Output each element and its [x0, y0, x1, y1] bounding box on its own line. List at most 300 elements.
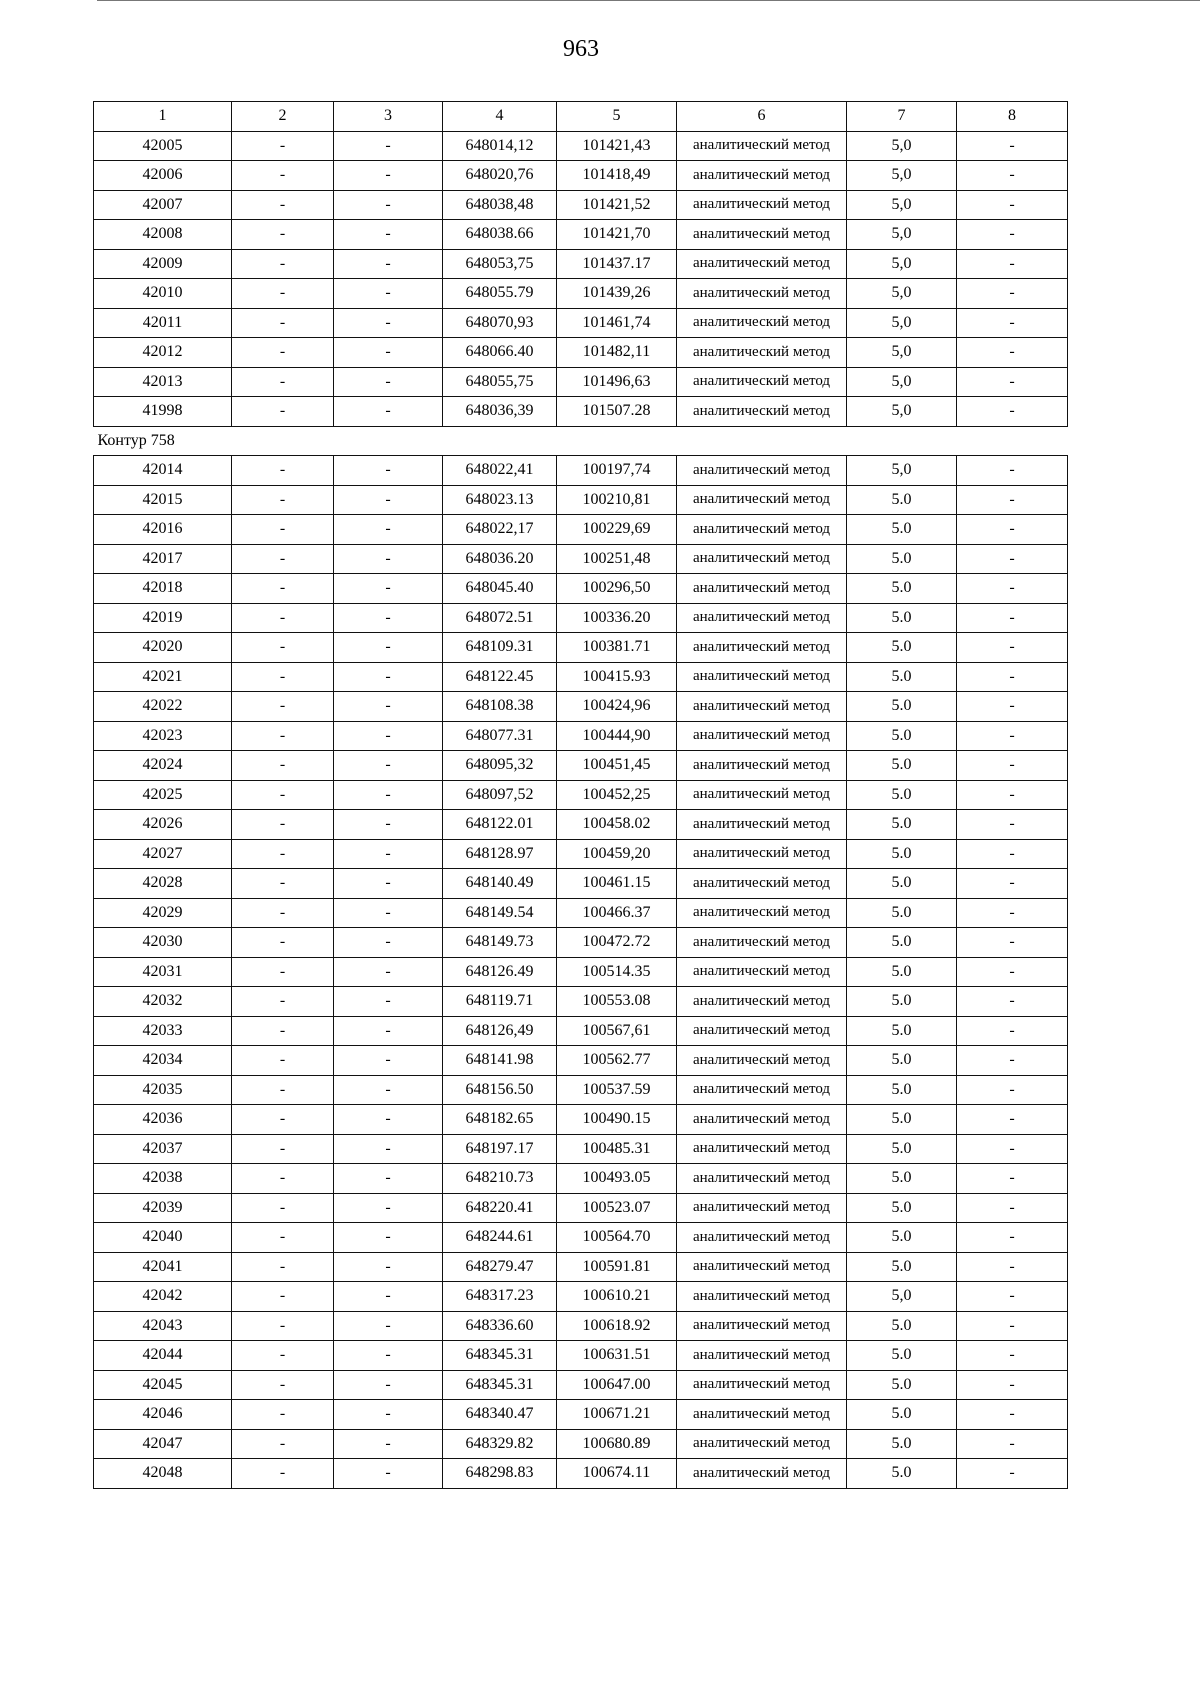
table-row [94, 308, 1068, 338]
x-coordinate-cell: 648036.20 [443, 544, 557, 574]
accuracy-cell: 5,0 [847, 220, 957, 250]
x-coordinate-cell: 648053,75 [443, 249, 557, 279]
col8-cell: - [957, 928, 1068, 958]
table-row [94, 1223, 1068, 1253]
col2-cell: - [232, 1459, 334, 1489]
col2-cell: - [232, 279, 334, 309]
method-cell: аналитический метод [677, 692, 847, 722]
x-coordinate-cell: 648038,48 [443, 190, 557, 220]
point-number-cell: 42044 [94, 1341, 232, 1371]
col2-cell: - [232, 397, 334, 427]
method-cell: аналитический метод [677, 1282, 847, 1312]
table-row [94, 1193, 1068, 1223]
method-cell: аналитический метод [677, 249, 847, 279]
col2-cell: - [232, 662, 334, 692]
accuracy-cell: 5.0 [847, 1075, 957, 1105]
table-row [94, 1252, 1068, 1282]
y-coordinate-cell: 100647.00 [557, 1370, 677, 1400]
col3-cell: - [334, 308, 443, 338]
y-coordinate-cell: 100514.35 [557, 957, 677, 987]
x-coordinate-cell: 648298.83 [443, 1459, 557, 1489]
col8-cell: - [957, 1016, 1068, 1046]
accuracy-cell: 5.0 [847, 1134, 957, 1164]
x-coordinate-cell: 648197.17 [443, 1134, 557, 1164]
point-number-cell: 41998 [94, 397, 232, 427]
table-row [94, 780, 1068, 810]
col3-cell: - [334, 1400, 443, 1430]
y-coordinate-cell: 100197,74 [557, 456, 677, 486]
x-coordinate-cell: 648345.31 [443, 1341, 557, 1371]
x-coordinate-cell: 648210.73 [443, 1164, 557, 1194]
table-row [94, 1429, 1068, 1459]
point-number-cell: 42038 [94, 1164, 232, 1194]
col2-cell: - [232, 1400, 334, 1430]
accuracy-cell: 5.0 [847, 633, 957, 663]
y-coordinate-cell: 100452,25 [557, 780, 677, 810]
col8-cell: - [957, 1400, 1068, 1430]
point-number-cell: 42010 [94, 279, 232, 309]
col3-cell: - [334, 721, 443, 751]
table-row [94, 131, 1068, 161]
col3-cell: - [334, 1311, 443, 1341]
col8-cell: - [957, 839, 1068, 869]
y-coordinate-cell: 101437.17 [557, 249, 677, 279]
table-row [94, 633, 1068, 663]
y-coordinate-cell: 100631.51 [557, 1341, 677, 1371]
col8-cell: - [957, 161, 1068, 191]
point-number-cell: 42024 [94, 751, 232, 781]
page-number: 963 [563, 36, 599, 62]
y-coordinate-cell: 100490.15 [557, 1105, 677, 1135]
column-header: 1 [94, 102, 232, 132]
col8-cell: - [957, 1282, 1068, 1312]
table-row [94, 721, 1068, 751]
x-coordinate-cell: 648220.41 [443, 1193, 557, 1223]
accuracy-cell: 5,0 [847, 308, 957, 338]
accuracy-cell: 5.0 [847, 1105, 957, 1135]
col8-cell: - [957, 869, 1068, 899]
col8-cell: - [957, 131, 1068, 161]
table-row [94, 603, 1068, 633]
y-coordinate-cell: 100553.08 [557, 987, 677, 1017]
point-number-cell: 42019 [94, 603, 232, 633]
col8-cell: - [957, 987, 1068, 1017]
method-cell: аналитический метод [677, 161, 847, 191]
x-coordinate-cell: 648119.71 [443, 987, 557, 1017]
point-number-cell: 42034 [94, 1046, 232, 1076]
accuracy-cell: 5,0 [847, 338, 957, 368]
y-coordinate-cell: 100210,81 [557, 485, 677, 515]
table-row [94, 161, 1068, 191]
col2-cell: - [232, 810, 334, 840]
x-coordinate-cell: 648329.82 [443, 1429, 557, 1459]
point-number-cell: 42032 [94, 987, 232, 1017]
accuracy-cell: 5.0 [847, 928, 957, 958]
method-cell: аналитический метод [677, 780, 847, 810]
y-coordinate-cell: 100466.37 [557, 898, 677, 928]
col3-cell: - [334, 515, 443, 545]
y-coordinate-cell: 101496,63 [557, 367, 677, 397]
table-header-row [94, 102, 1068, 132]
col2-cell: - [232, 692, 334, 722]
col3-cell: - [334, 1429, 443, 1459]
col3-cell: - [334, 662, 443, 692]
point-number-cell: 42014 [94, 456, 232, 486]
column-header: 5 [557, 102, 677, 132]
method-cell: аналитический метод [677, 987, 847, 1017]
x-coordinate-cell: 648141.98 [443, 1046, 557, 1076]
col3-cell: - [334, 1370, 443, 1400]
accuracy-cell: 5,0 [847, 279, 957, 309]
col8-cell: - [957, 898, 1068, 928]
col2-cell: - [232, 574, 334, 604]
point-number-cell: 42045 [94, 1370, 232, 1400]
col3-cell: - [334, 574, 443, 604]
method-cell: аналитический метод [677, 1134, 847, 1164]
accuracy-cell: 5.0 [847, 1046, 957, 1076]
y-coordinate-cell: 100567,61 [557, 1016, 677, 1046]
accuracy-cell: 5,0 [847, 190, 957, 220]
point-number-cell: 42033 [94, 1016, 232, 1046]
col8-cell: - [957, 249, 1068, 279]
col3-cell: - [334, 1016, 443, 1046]
accuracy-cell: 5.0 [847, 721, 957, 751]
accuracy-cell: 5,0 [847, 1282, 957, 1312]
x-coordinate-cell: 648140.49 [443, 869, 557, 899]
x-coordinate-cell: 648020,76 [443, 161, 557, 191]
accuracy-cell: 5.0 [847, 1223, 957, 1253]
col8-cell: - [957, 662, 1068, 692]
table-row [94, 869, 1068, 899]
table-row [94, 367, 1068, 397]
point-number-cell: 42026 [94, 810, 232, 840]
col3-cell: - [334, 869, 443, 899]
x-coordinate-cell: 648070,93 [443, 308, 557, 338]
y-coordinate-cell: 101461,74 [557, 308, 677, 338]
col3-cell: - [334, 751, 443, 781]
col2-cell: - [232, 220, 334, 250]
table-row [94, 456, 1068, 486]
col8-cell: - [957, 279, 1068, 309]
col8-cell: - [957, 1429, 1068, 1459]
y-coordinate-cell: 100451,45 [557, 751, 677, 781]
x-coordinate-cell: 648156.50 [443, 1075, 557, 1105]
x-coordinate-cell: 648038.66 [443, 220, 557, 250]
x-coordinate-cell: 648244.61 [443, 1223, 557, 1253]
y-coordinate-cell: 100618.92 [557, 1311, 677, 1341]
col3-cell: - [334, 190, 443, 220]
point-number-cell: 42043 [94, 1311, 232, 1341]
point-number-cell: 42016 [94, 515, 232, 545]
method-cell: аналитический метод [677, 721, 847, 751]
table-row [94, 338, 1068, 368]
method-cell: аналитический метод [677, 1016, 847, 1046]
accuracy-cell: 5.0 [847, 839, 957, 869]
y-coordinate-cell: 100562.77 [557, 1046, 677, 1076]
y-coordinate-cell: 100461.15 [557, 869, 677, 899]
table-row [94, 957, 1068, 987]
col3-cell: - [334, 603, 443, 633]
x-coordinate-cell: 648345.31 [443, 1370, 557, 1400]
col3-cell: - [334, 692, 443, 722]
y-coordinate-cell: 100458.02 [557, 810, 677, 840]
y-coordinate-cell: 100296,50 [557, 574, 677, 604]
table-row [94, 1105, 1068, 1135]
point-number-cell: 42027 [94, 839, 232, 869]
col3-cell: - [334, 1459, 443, 1489]
table-row [94, 1459, 1068, 1489]
col8-cell: - [957, 1223, 1068, 1253]
method-cell: аналитический метод [677, 928, 847, 958]
method-cell: аналитический метод [677, 810, 847, 840]
col2-cell: - [232, 1134, 334, 1164]
point-number-cell: 42047 [94, 1429, 232, 1459]
col2-cell: - [232, 367, 334, 397]
col8-cell: - [957, 633, 1068, 663]
table-row [94, 1400, 1068, 1430]
x-coordinate-cell: 648182.65 [443, 1105, 557, 1135]
x-coordinate-cell: 648014,12 [443, 131, 557, 161]
col3-cell: - [334, 1134, 443, 1164]
col8-cell: - [957, 692, 1068, 722]
col2-cell: - [232, 1105, 334, 1135]
table-row [94, 249, 1068, 279]
y-coordinate-cell: 100444,90 [557, 721, 677, 751]
col8-cell: - [957, 515, 1068, 545]
point-number-cell: 42025 [94, 780, 232, 810]
method-cell: аналитический метод [677, 1105, 847, 1135]
point-number-cell: 42039 [94, 1193, 232, 1223]
column-header: 3 [334, 102, 443, 132]
col3-cell: - [334, 367, 443, 397]
point-number-cell: 42008 [94, 220, 232, 250]
col8-cell: - [957, 1193, 1068, 1223]
table-row [94, 1341, 1068, 1371]
section-row [94, 426, 1068, 456]
accuracy-cell: 5,0 [847, 456, 957, 486]
point-number-cell: 42018 [94, 574, 232, 604]
method-cell: аналитический метод [677, 131, 847, 161]
y-coordinate-cell: 101439,26 [557, 279, 677, 309]
point-number-cell: 42046 [94, 1400, 232, 1430]
x-coordinate-cell: 648128.97 [443, 839, 557, 869]
accuracy-cell: 5.0 [847, 898, 957, 928]
accuracy-cell: 5.0 [847, 987, 957, 1017]
method-cell: аналитический метод [677, 1311, 847, 1341]
method-cell: аналитический метод [677, 1252, 847, 1282]
y-coordinate-cell: 100591.81 [557, 1252, 677, 1282]
x-coordinate-cell: 648317.23 [443, 1282, 557, 1312]
accuracy-cell: 5.0 [847, 662, 957, 692]
table-row [94, 1164, 1068, 1194]
method-cell: аналитический метод [677, 367, 847, 397]
col2-cell: - [232, 1016, 334, 1046]
method-cell: аналитический метод [677, 1459, 847, 1489]
col2-cell: - [232, 308, 334, 338]
y-coordinate-cell: 100680.89 [557, 1429, 677, 1459]
col8-cell: - [957, 485, 1068, 515]
col8-cell: - [957, 1459, 1068, 1489]
method-cell: аналитический метод [677, 397, 847, 427]
point-number-cell: 42048 [94, 1459, 232, 1489]
x-coordinate-cell: 648022,17 [443, 515, 557, 545]
col3-cell: - [334, 810, 443, 840]
accuracy-cell: 5.0 [847, 1193, 957, 1223]
accuracy-cell: 5.0 [847, 515, 957, 545]
col3-cell: - [334, 338, 443, 368]
accuracy-cell: 5,0 [847, 161, 957, 191]
col3-cell: - [334, 249, 443, 279]
method-cell: аналитический метод [677, 1223, 847, 1253]
table-row [94, 397, 1068, 427]
col2-cell: - [232, 338, 334, 368]
point-number-cell: 42040 [94, 1223, 232, 1253]
col8-cell: - [957, 338, 1068, 368]
x-coordinate-cell: 648340.47 [443, 1400, 557, 1430]
col2-cell: - [232, 839, 334, 869]
table-body [94, 131, 1068, 1488]
column-header: 8 [957, 102, 1068, 132]
col3-cell: - [334, 957, 443, 987]
x-coordinate-cell: 648108.38 [443, 692, 557, 722]
col3-cell: - [334, 633, 443, 663]
col8-cell: - [957, 1105, 1068, 1135]
col3-cell: - [334, 1282, 443, 1312]
x-coordinate-cell: 648122.01 [443, 810, 557, 840]
coordinates-table [93, 101, 1068, 1489]
table-row [94, 662, 1068, 692]
col2-cell: - [232, 1370, 334, 1400]
col8-cell: - [957, 1046, 1068, 1076]
col8-cell: - [957, 190, 1068, 220]
x-coordinate-cell: 648279.47 [443, 1252, 557, 1282]
col2-cell: - [232, 603, 334, 633]
table-row [94, 839, 1068, 869]
method-cell: аналитический метод [677, 1370, 847, 1400]
table-row [94, 1282, 1068, 1312]
method-cell: аналитический метод [677, 1075, 847, 1105]
point-number-cell: 42023 [94, 721, 232, 751]
y-coordinate-cell: 101421,70 [557, 220, 677, 250]
y-coordinate-cell: 100485.31 [557, 1134, 677, 1164]
point-number-cell: 42009 [94, 249, 232, 279]
accuracy-cell: 5.0 [847, 485, 957, 515]
method-cell: аналитический метод [677, 456, 847, 486]
col8-cell: - [957, 957, 1068, 987]
table-row [94, 810, 1068, 840]
method-cell: аналитический метод [677, 574, 847, 604]
col8-cell: - [957, 574, 1068, 604]
point-number-cell: 42005 [94, 131, 232, 161]
col3-cell: - [334, 780, 443, 810]
point-number-cell: 42017 [94, 544, 232, 574]
y-coordinate-cell: 100229,69 [557, 515, 677, 545]
accuracy-cell: 5.0 [847, 1400, 957, 1430]
accuracy-cell: 5,0 [847, 367, 957, 397]
x-coordinate-cell: 648122.45 [443, 662, 557, 692]
table-row [94, 751, 1068, 781]
col8-cell: - [957, 544, 1068, 574]
table-row [94, 898, 1068, 928]
method-cell: аналитический метод [677, 1341, 847, 1371]
point-number-cell: 42007 [94, 190, 232, 220]
col8-cell: - [957, 397, 1068, 427]
col2-cell: - [232, 869, 334, 899]
table-row [94, 928, 1068, 958]
y-coordinate-cell: 100251,48 [557, 544, 677, 574]
table-row [94, 1046, 1068, 1076]
col3-cell: - [334, 898, 443, 928]
col3-cell: - [334, 279, 443, 309]
y-coordinate-cell: 100459,20 [557, 839, 677, 869]
table-row [94, 485, 1068, 515]
col3-cell: - [334, 485, 443, 515]
point-number-cell: 42041 [94, 1252, 232, 1282]
x-coordinate-cell: 648066.40 [443, 338, 557, 368]
y-coordinate-cell: 100381.71 [557, 633, 677, 663]
column-header: 4 [443, 102, 557, 132]
col2-cell: - [232, 1193, 334, 1223]
method-cell: аналитический метод [677, 515, 847, 545]
col2-cell: - [232, 928, 334, 958]
x-coordinate-cell: 648055,75 [443, 367, 557, 397]
accuracy-cell: 5.0 [847, 1016, 957, 1046]
method-cell: аналитический метод [677, 544, 847, 574]
x-coordinate-cell: 648077.31 [443, 721, 557, 751]
x-coordinate-cell: 648036,39 [443, 397, 557, 427]
point-number-cell: 42012 [94, 338, 232, 368]
method-cell: аналитический метод [677, 751, 847, 781]
col8-cell: - [957, 1134, 1068, 1164]
method-cell: аналитический метод [677, 898, 847, 928]
accuracy-cell: 5.0 [847, 1311, 957, 1341]
point-number-cell: 42028 [94, 869, 232, 899]
table-row [94, 220, 1068, 250]
col2-cell: - [232, 131, 334, 161]
col2-cell: - [232, 751, 334, 781]
x-coordinate-cell: 648072.51 [443, 603, 557, 633]
y-coordinate-cell: 100564.70 [557, 1223, 677, 1253]
table-row [94, 692, 1068, 722]
y-coordinate-cell: 100674.11 [557, 1459, 677, 1489]
col2-cell: - [232, 721, 334, 751]
col3-cell: - [334, 928, 443, 958]
y-coordinate-cell: 101507.28 [557, 397, 677, 427]
method-cell: аналитический метод [677, 220, 847, 250]
col3-cell: - [334, 161, 443, 191]
x-coordinate-cell: 648109.31 [443, 633, 557, 663]
column-header: 7 [847, 102, 957, 132]
col2-cell: - [232, 898, 334, 928]
col3-cell: - [334, 1046, 443, 1076]
col8-cell: - [957, 456, 1068, 486]
method-cell: аналитический метод [677, 1164, 847, 1194]
col3-cell: - [334, 1252, 443, 1282]
accuracy-cell: 5.0 [847, 780, 957, 810]
x-coordinate-cell: 648023.13 [443, 485, 557, 515]
y-coordinate-cell: 101421,43 [557, 131, 677, 161]
accuracy-cell: 5.0 [847, 1370, 957, 1400]
table-row [94, 279, 1068, 309]
col2-cell: - [232, 515, 334, 545]
x-coordinate-cell: 648126,49 [443, 1016, 557, 1046]
section-label: Контур 758 [94, 426, 1068, 456]
point-number-cell: 42022 [94, 692, 232, 722]
accuracy-cell: 5.0 [847, 1252, 957, 1282]
col3-cell: - [334, 544, 443, 574]
x-coordinate-cell: 648022,41 [443, 456, 557, 486]
table-row [94, 987, 1068, 1017]
